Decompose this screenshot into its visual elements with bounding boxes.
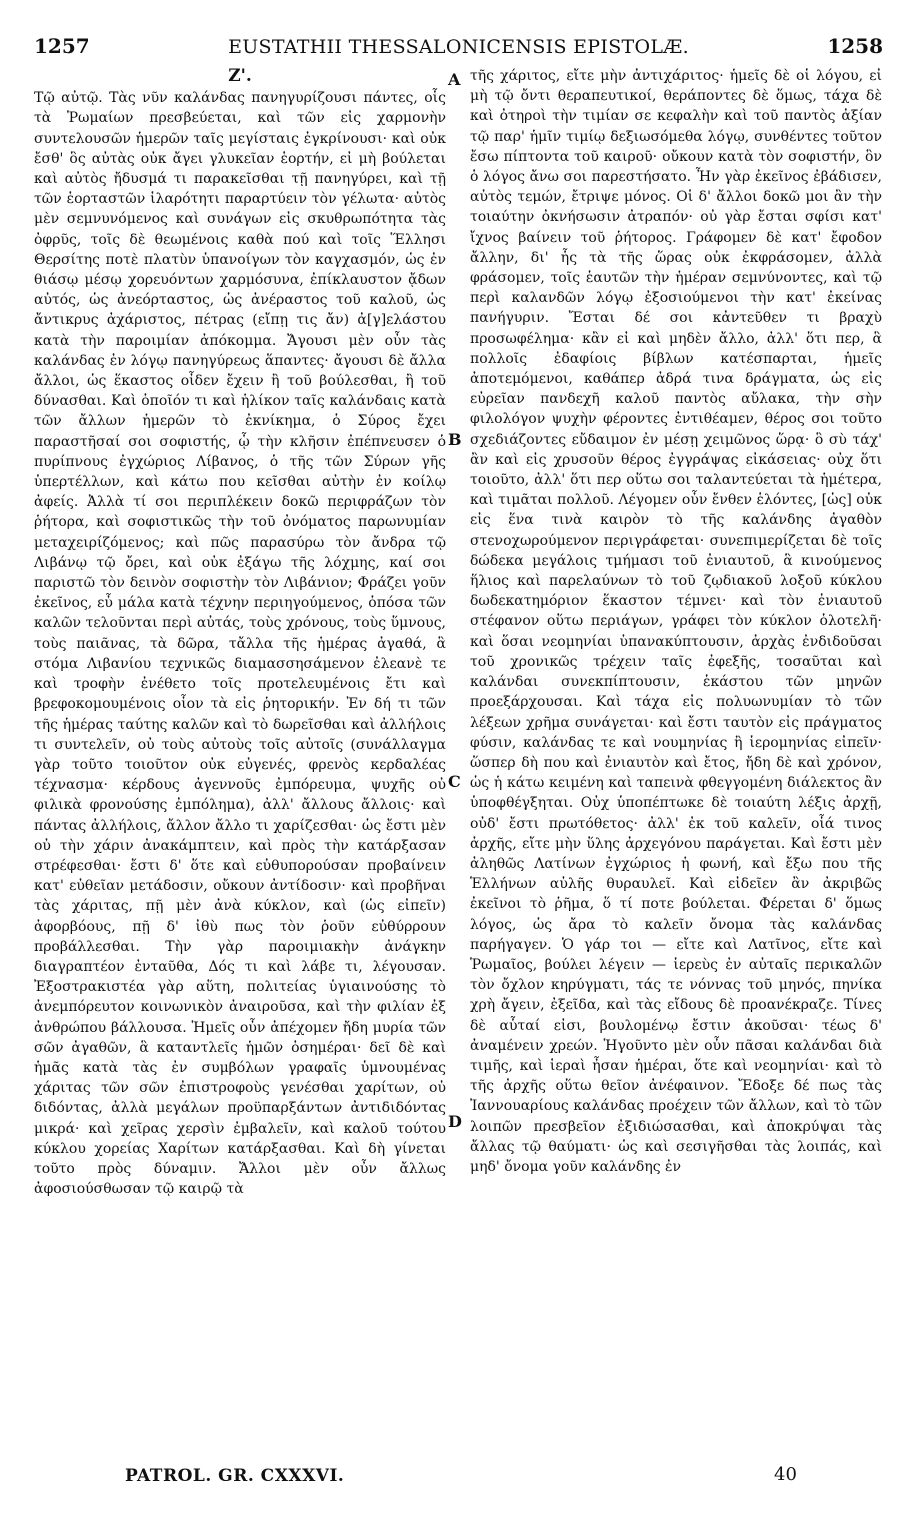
running-head (34, 34, 883, 62)
left-column-text: Τῷ αὐτῷ. Τὰς νῦν καλάνδας πανηγυρίζουσι πάντες, οἷς τὰ Ῥωμαίων πρεσβεύεται, καὶ τῶν εἰς χαρμονὴν συντελουσῶν ἡμερῶν ταῖς μεγίσταις ἐγκρίνουσι· καὶ οὐκ ἔσθ' ὃς αὐτὰς οὐκ ἄγει γλυκεῖαν ἑορτήν, εἰ μὴ βούλεται καὶ αὐτὸς ἤδυσμά τι παρακεῖσθαι τῇ πανηγύρει, καὶ τῇ τῶν ἑορταστῶν ἱλαρότητι παραρτύειν τὸν γέλωτα· αὐτὸς μὲν σεμνυνόμενος καὶ συνάγων εἰς σκυθρωπότητα τὰς ὀφρῦς, τοῖς δὲ θεωμένοις καθὰ πού καὶ τοῖς Ἕλλησι Θερσίτης ποτὲ πλατὺν ὑπανοίγων τὸν καγχασμόν, ὡς ἐν θιάσῳ μέσῳ χορευόντων χαρμόσυνα, ἐπίκλαυστον ᾄδων αὐτός, ὡς ἀνεόρταστος, ὡς ἀνέραστος τοῦ καλοῦ, ὡς ἄντικρυς ἀχάριστος, πέτρας (εἴπῃ τις ἄν) ἀ[γ]ελάστου κατὰ τὴν παροιμίαν ἀπόκομμα. Ἄγουσι μὲν οὖν τὰς καλάνδας ἐν λόγῳ πανηγύρεως ἅπαντες· ἄγουσι δὲ ἄλλα ἄλλοι, ὡς ἕκαστος οἶδεν ἔχειν ἢ τοῦ βούλεσθαι, ἢ τοῦ δύνασθαι. Καὶ ὁποῖόν τι καὶ ἡλίκον ταῖς καλάνδαις κατὰ τῶν ἄλλων ἡμερῶν τὸ ἐκνίκημα, ὁ Σύρος ἔχει παραστῆσαί σοι σοφιστής, ᾧ τὴν κλῆσιν ἐπέπνευσεν ὁ πυρίπνους ἐγχώριος Λίβανος, ὁ τῆς τῶν Σύρων γῆς ὑπερτέλλων, καὶ κάτω που κεῖσθαι αὐτὴν ἐν κοίλῳ ἀφείς. Ἀλλὰ τί σοι περιπλέκειν δοκῶ περιφράζων τὸν ῥήτορα, καὶ σοφιστικῶς τὴν τοῦ ὀνόματος παρωνυμίαν μεταχειρίζόμενος; καὶ πῶς παρασύρω τὸν ἄνδρα τῷ Λιβάνῳ τῷ ὄρει, καὶ οὐκ ἐξάγω τῆς λόχμης, καί σοι παριστῶ τὸν δεινὸν σοφιστὴν τὸν Λιβάνιον; Φράζει γοῦν ἐκεῖνος, εὖ μάλα κατὰ τέχνην περιηγούμενος, ὁπόσα τῶν καλῶν τελοῦνται περὶ αὐτάς, τοὺς χρόνους, τοὺς ὕμνους, τοὺς παιᾶνας, τὰ δῶρα, τἄλλα τῆς ἡμέρας ἀγαθά, ἃ στόμα Λιβανίου τεχνικῶς διαμασσησάμενον ἐλεανὲ τε καὶ τροφὴν ἐνέθετο τοῖς προτελευμένοις ἔτι καὶ βρεφοκομουμένοις οἷον τὰ εἰς ῥητορικήν. Ἐν δή τι τῶν τῆς ἡμέρας ταύτης καλῶν καὶ τὸ δωρεῖσθαι καὶ ἀλλήλοις τι συντελεῖν, οὐ τοὺς αὐτοὺς τοῖς αὐτοῖς (συνάλλαγμα γὰρ τοῦτο τοιοῦτον οὐκ εὐγενές, φρενὸς κερδαλέας τέχνασμα· κέρδους ἀγεννοῦς ἐμπόρευμα, ψυχῆς οὐ φιλικὰ φρονούσης ἐμπόλημα), ἀλλ' ἄλλους ἄλλοις· καὶ πάντας ἀλλήλοις, ἄλλον ἄλλο τι χαρίζεσθαι· ὡς ἔστι μὲν οὐ τὴν χάριν ἀνακάμπτειν, καὶ πρὸς τὴν κατάρξασαν στρέφεσθαι· ἔστι δ' ὅτε καὶ εὐθυπορούσαν προβαίνειν κατ' εὐθεῖαν μετάδοσιν, οὔκουν ἀντίδοσιν· καὶ προβῆναι τὰς χάριτας, πῇ μὲν ἀνὰ κύκλον, καὶ (ὡς εἰπεῖν) ἀφορβόους, πῇ δ' ἰθὺ πως τὸν ῥοῦν εὐθύρρουν προβάλλεσθαι. Τὴν γὰρ παροιμιακὴν ἀνάγκην διαγραπτέον ἐνταῦθα, Δός τι καὶ λάβε τι, λέγουσαν. Ἐξοστρακιστέα γὰρ αὕτη, πολιτείας ὑγιαινούσης τὸ ἀνεμπόρευτον κοινωνικὸν ἀναιροῦσα, καὶ τὴν φιλίαν ἐξ ἀνθρώπου βάλλουσα. Ἡμεῖς οὖν ἀπέχομεν ἤδη μυρία τῶν σῶν ἀγαθῶν, ἃ καταντλεῖς ἡμῶν ὁσημέραι· δεῖ δὲ καὶ ἡμᾶς κατὰ τὰς ἐν συμβόλων γραφαῖς ὑμνουμένας χάριτας τῶν σῶν ἐπιστροφοὺς γενέσθαι χαρίτων, οὐ διδόντας, ἀλλὰ μεγάλων προϋπαρξάντων ἀντιδιδόντας μικρά· καὶ χεῖρας χερσὶν ἐμβαλεῖν, καὶ καλοῦ τούτου κύκλου χορείας Χαρίτων κατάρξασθαι. Καὶ δὴ γίνεται τοῦτο πρὸς δύναμιν. Ἄλλοι μὲν οὖν ἄλλως ἀφοσιούσθωσαν τῷ καιρῷ τὰ (34, 90, 446, 1198)
margin-letter-a: A (448, 70, 461, 89)
margin-letter-d: D (448, 1112, 462, 1131)
page-number-left: 1257 (34, 34, 90, 58)
running-title: EUSTATHII THESSALONICENSIS EPISTOLÆ. (228, 36, 689, 58)
left-column (34, 66, 446, 1199)
section-number: Z'. (228, 66, 252, 86)
right-column-text: τῆς χάριτος, εἴτε μὴν ἀντιχάριτος· ἡμεῖς δὲ οἱ λόγου, εἰ μὴ τῷ ὄντι θεραπευτικοί, θεράποντες δὲ ὅμως, τάχα δὲ καὶ ὀτηροὶ τὴν τιμίαν σε κεφαλὴν καὶ τοῦ παντὸς ἀξίαν τῷ παρ' ἡμῖν τιμίῳ δεξιωσόμεθα λόγῳ, συνθέντες τοῦτον ἔσω πίπτοντα τοῦ καιροῦ· οὔκουν κατὰ τὸν σοφιστήν, ὃν ὁ λόγος ἄνω σοι παρεστήσατο. Ἦν γὰρ ἐκεῖνος ἐβάδισεν, αὐτὸς τεμών, ἔτριψε μόνος. Οἱ δ' ἄλλοι δοκῶ μοι ἂν τὴν τοιαύτην ὀκνήσωσιν ἀτραπόν· οὐ γὰρ ἔσται σφίσι κατ' ἴχνος βαίνειν τοῦ ῥήτορος. Γράφομεν δὲ κατ' ἔφοδον ἄλλην, δι' ἧς τὰ τῆς ὥρας οὐκ ἐκφράσομεν, ἀλλὰ φράσομεν, τοῖς ἑαυτῶν τὴν ἡμέραν σεμνύνοντες, καὶ τῷ περὶ καλανδῶν λόγῳ ἐξοσιούμενοι τὴν κατ' ἐκείνας πανήγυριν. Ἔσται δέ σοι κἀντεῦθεν τι βραχὺ προσωφέλημα· κἂν εἰ καὶ μηδὲν ἄλλο, ἀλλ' ὅτι περ, ἃ πολλοῖς ἐδαφίοις βίβλων κατέσπαρται, ἡμεῖς ἀποτεμόμενοι, καθάπερ ἀδρά τινα δράγματα, ὡς εἰς εὐρεῖαν πανδεχῆ καλοῦ παντὸς αὔλακα, τὴν σὴν φιλολόγον ψυχὴν φέροντες ἐντιθέαμεν, θέρος σοι τοῦτο σχεδιάζοντες εὔδαιμον ἐν μέσῃ χειμῶνος ὥρᾳ· ὃ σὺ τάχ' ἂν καὶ εἰς χρυσοῦν θέρος ἐγγράψας εἰκάσειας· οὐχ ὅτι τοιοῦτο, ἀλλ' ὅτι περ οὕτω σοι ταλαντεύεται τὰ ἡμέτερα, καὶ τιμᾶται πολλοῦ. Λέγομεν οὖν ἔνθεν ἑλόντες, [ὡς] οὐκ εἰς ἕνα τινὰ καιρὸν τὸ τῆς καλάνδης ἀγαθὸν στενοχωρούμενον περιγράφεται· συνεπιμερίζεται δὲ τοῖς δώδεκα μεγάλοις τμήμασι τοῦ ἐνιαυτοῦ, ἃ κινούμενος ἥλιος καὶ παρελαύνων τὸ τοῦ ζῳδιακοῦ λοξοῦ κύκλου δωδεκατημόριον ἕκαστον τέμνει· καὶ τὸν ἐνιαυτοῦ στέφανον οὕτω περιάγων, γράφει τὸν κύκλον ὁλοτελῆ· καὶ ὅσαι νεομηνίαι ὑπανακύπτουσιν, ἀρχὰς ἐνδιδοῦσαι τοῦ χρονικῶς τρέχειν ταῖς ἐφεξῆς, τοσαῦται καὶ καλάνδαι συνεκπίπτουσιν, ἑκάστου τῶν μηνῶν προεξάρχουσαι. Καὶ τάχα εἰς πολυωνυμίαν τὸ τῶν λέξεων χρῆμα συνάγεται· καὶ ἔστι ταυτὸν εἰς πράγματος φύσιν, καλάνδας τε καὶ νουμηνίας ἢ ἱερομηνίας εἰπεῖν· ὥσπερ δὴ που καὶ ἐνιαυτὸν καὶ ἔτος, ἤδη δὲ καὶ χρόνον, ὡς ἡ κάτω κειμένη καὶ ταπεινὰ φθεγγομένη διάλεκτος ἂν ὑποφθέγξηται. Οὐχ ὑποπέπτωκε δὲ τοιαύτη λέξις ἀρχῇ, οὐδ' ἔστι πρωτόθετος· ἀλλ' ἐκ τοῦ καλεῖν, οἷά τινος ἀρχῆς, εἴτε μὴν ὕλης ἀρχεγόνου παράγεται. Καὶ ἔστι μὲν ἀληθῶς Λατίνων ἐγχώριος ἡ φωνή, καὶ ἔξω που τῆς Ἑλλήνων αὐλῆς θυραυλεῖ. Καὶ εἰδεῖεν ἂν ἀκριβῶς ἐκεῖνοι τὸ ῥῆμα, ὅ τί ποτε βούλεται. Φέρεται δ' ὅμως λόγος, ὡς ἄρα τὸ καλεῖν ὄνομα τὰς καλάνδας παρήγαγεν. Ὁ γάρ τοι — εἴτε καὶ Λατῖνος, εἴτε καὶ Ῥωμαῖος, βούλει λέγειν — ἱερεὺς ἐν αὐταῖς περικαλῶν τὸν ὄχλον κηρύγματι, τάς τε νόννας τοῦ μηνός, πηνίκα χρὴ ἄγειν, ἐξεῖδα, καὶ τὰς εἴδους δὲ προανέκραζε. Τίνες δὲ αὗταί εἰσι, βουλομένῳ ἔστιν ἀκοῦσαι· τέως δ' ἀναμένειν χρεών. Ἡγοῦντο μὲν οὖν πᾶσαι καλάνδαι διὰ τιμῆς, καὶ ἱεραὶ ἦσαν ἡμέραι, ὅτε καὶ νεομηνίαι· καὶ τὸ τῆς ἀρχῆς οὕτω θεῖον ἀνέφαινον. Ἔδοξε δέ πως τὰς Ἰαννουαρίους καλάνδας προέχειν τῶν ἄλλων, καὶ τὸ τῶν λοιπῶν πρεσβεῖον ἐξιδιώσασθαι, καὶ ἀποκρύψαι τὰς ἄλλας τῷ θαύματι· ὡς καὶ σεσιγῆσθαι τὰς λοιπάς, καὶ μηδ' ὄνομα γοῦν καλάνδης ἐν (470, 68, 882, 1175)
margin-letter-c: C (448, 772, 461, 791)
right-column (470, 66, 882, 1177)
margin-letter-b: B (448, 430, 462, 449)
footer-signature: PATROL. GR. CXXXVI. (125, 1466, 345, 1486)
footer-signature-number: 40 (774, 1464, 797, 1485)
page-number-right: 1258 (827, 34, 883, 58)
